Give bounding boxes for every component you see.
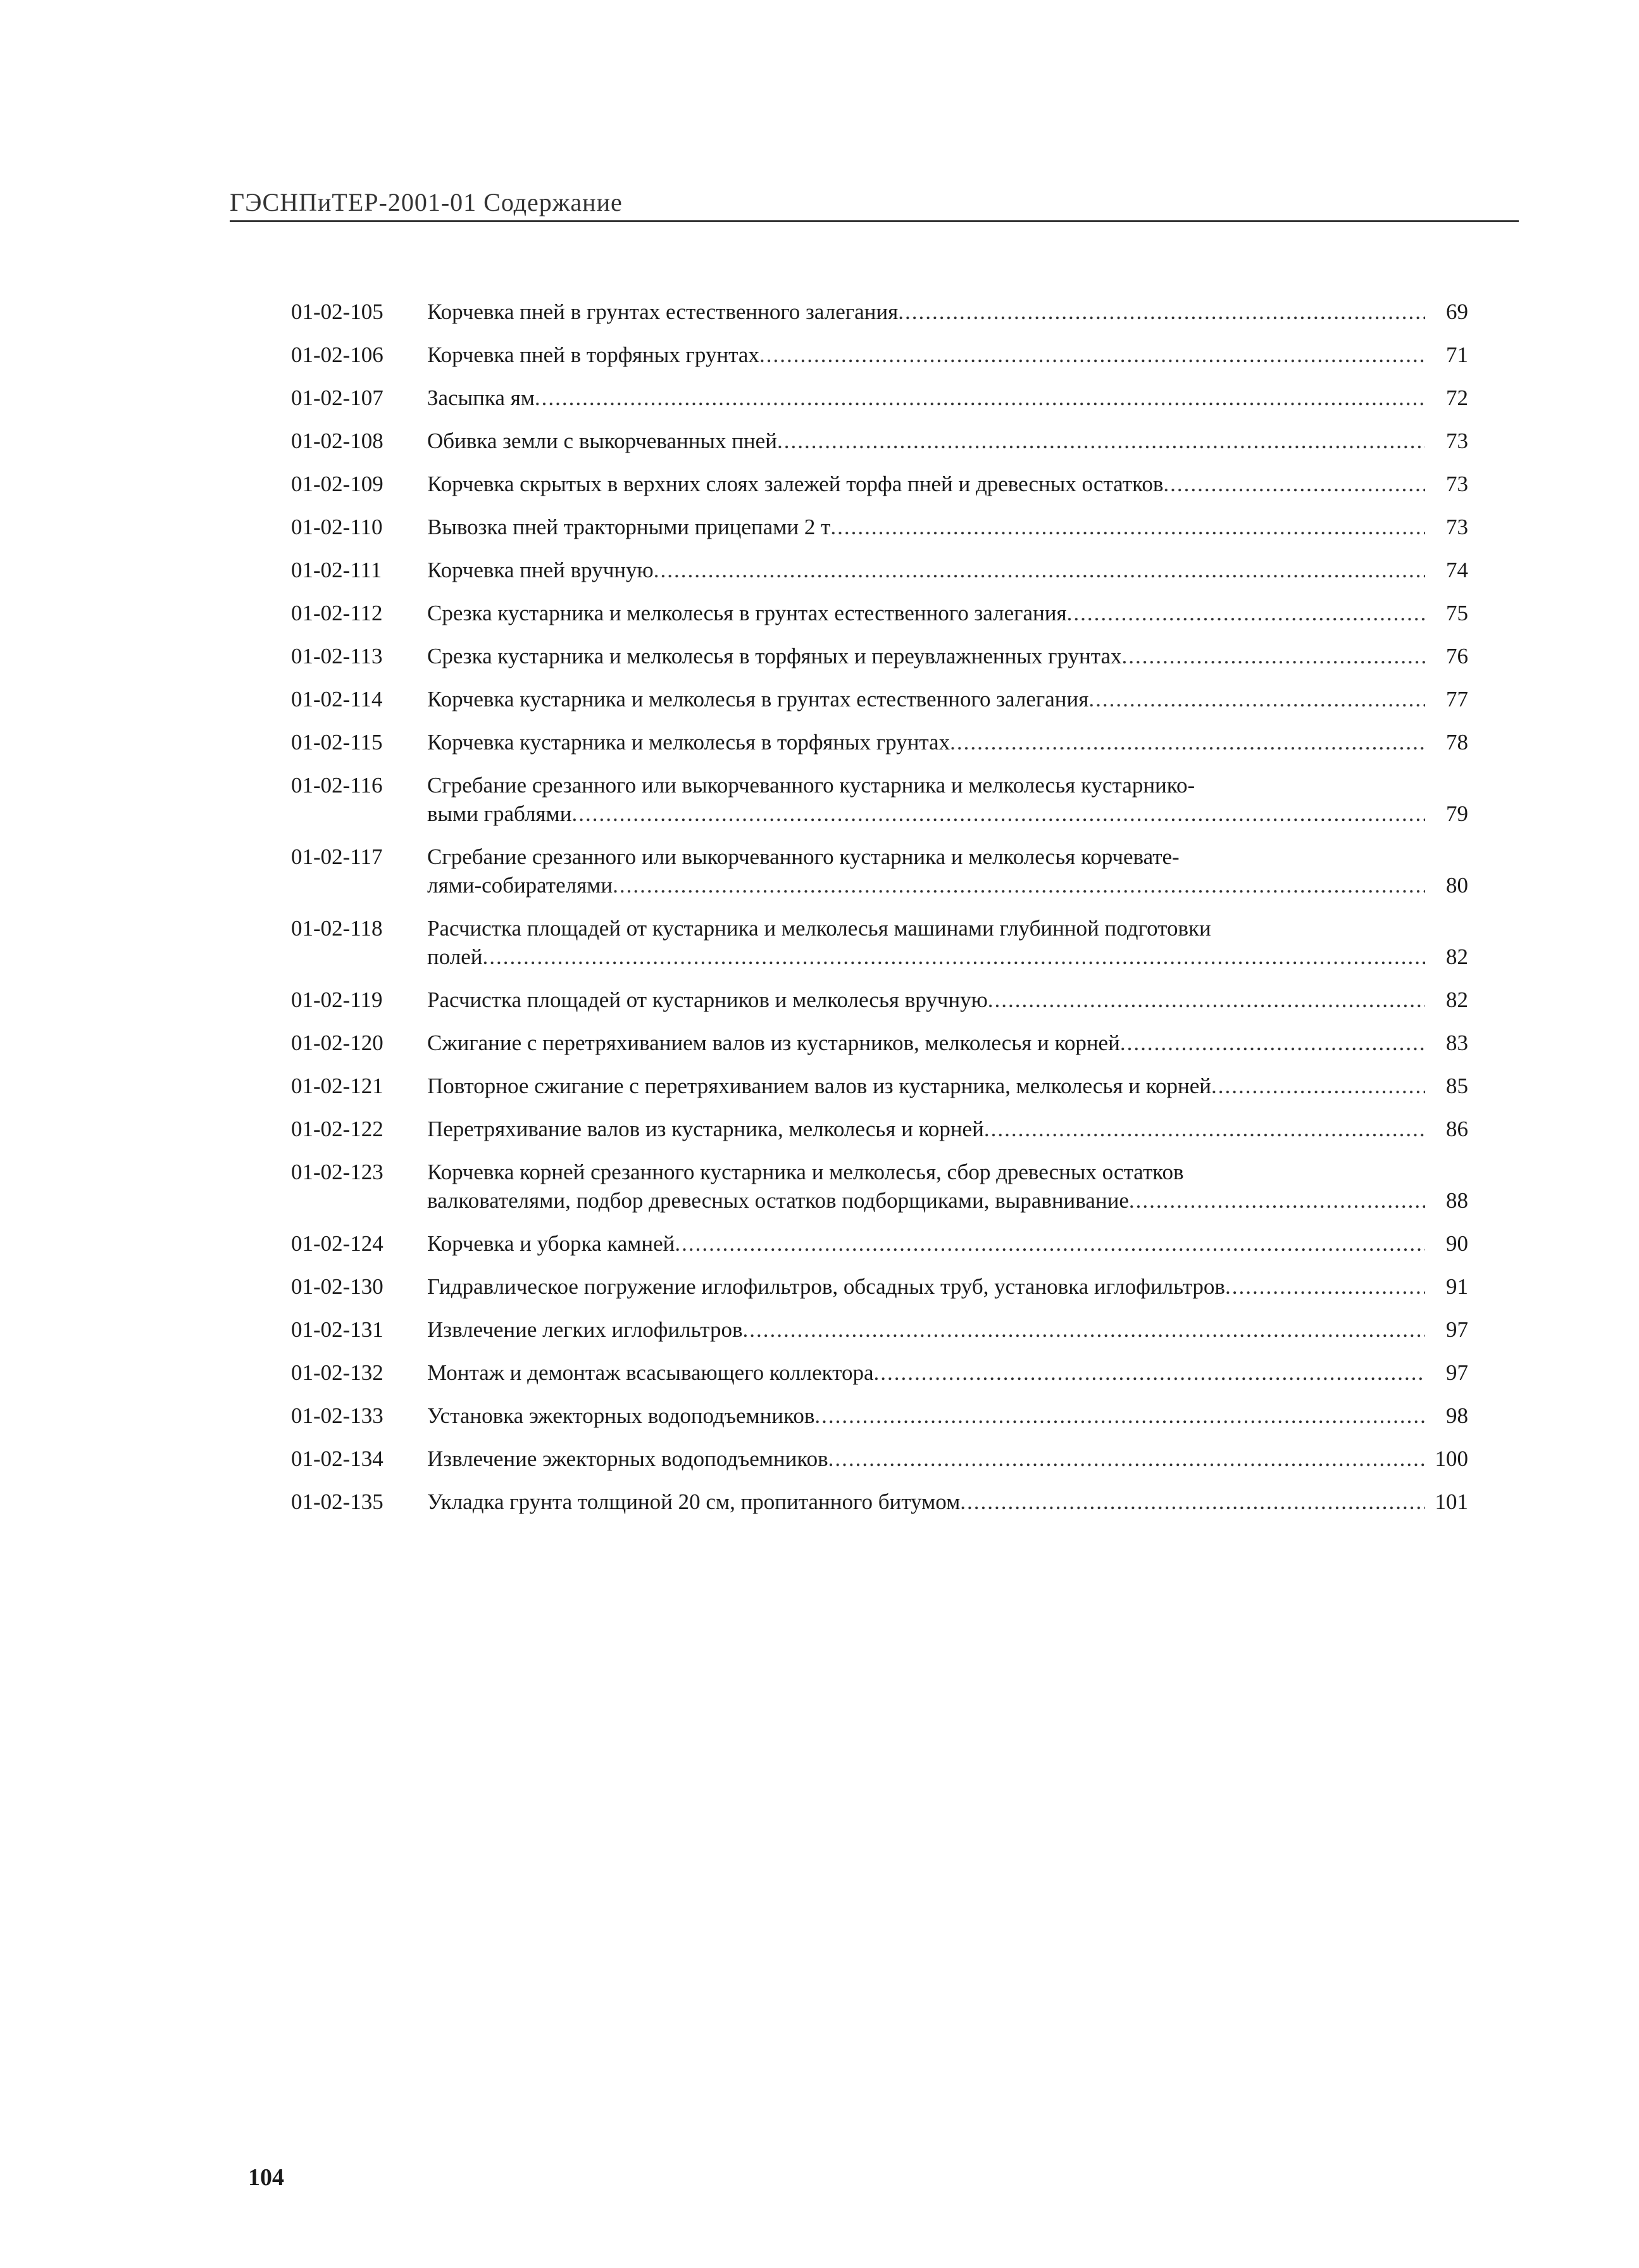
toc-entry-body	[427, 1029, 1468, 1057]
dot-leader	[777, 427, 1425, 455]
toc-entry-body	[427, 427, 1468, 455]
toc-entry-body	[427, 843, 1468, 899]
toc-entry-leader-line	[427, 943, 1468, 971]
toc-entry-leader-line	[427, 1401, 1468, 1430]
toc-entry-leader-line	[427, 1315, 1468, 1344]
dot-leader	[535, 384, 1425, 412]
dot-leader	[613, 871, 1425, 899]
toc-entry	[291, 1444, 1468, 1473]
toc-entry-leader-line	[427, 1272, 1468, 1301]
toc-entry	[291, 341, 1468, 369]
toc-entry-leader-line	[427, 427, 1468, 455]
toc-entry-page: 83	[1446, 1031, 1468, 1055]
toc-entry-page: 88	[1446, 1188, 1468, 1213]
toc-entry-leader-line	[427, 1444, 1468, 1473]
toc-entry-body	[427, 1488, 1468, 1516]
toc-entry-leader-line	[427, 513, 1468, 541]
toc-entry-title: Срезка кустарника и мелколесья в торфяных и переувлажненных грунтах	[427, 644, 1122, 668]
toc-entry-leader-line	[427, 470, 1468, 498]
table-of-contents	[291, 298, 1468, 1531]
toc-entry-title-line: Расчистка площадей от кустарника и мелколесья машинами глубинной подготовки	[427, 916, 1211, 941]
toc-entry-code: 01-02-130	[291, 1274, 383, 1299]
toc-entry-title: Корчевка пней в торфяных грунтах	[427, 342, 759, 367]
dot-leader	[898, 298, 1425, 326]
toc-entry-leader-line	[427, 1029, 1468, 1057]
toc-entry-code: 01-02-105	[291, 299, 383, 324]
toc-entry-code: 01-02-123	[291, 1160, 383, 1184]
toc-entry-leader-line	[427, 685, 1468, 713]
toc-entry-page: 91	[1446, 1274, 1468, 1299]
toc-entry-code: 01-02-113	[291, 644, 383, 668]
toc-entry-code: 01-02-122	[291, 1117, 383, 1141]
toc-entry-title-line: Сгребание срезанного или выкорчеванного кустарника и мелколесья корчевате-	[427, 844, 1180, 869]
toc-entry-leader-line	[427, 556, 1468, 584]
toc-entry-title: Корчевка кустарника и мелколесья в торфяных грунтах	[427, 730, 950, 755]
toc-entry-page: 80	[1446, 873, 1468, 898]
toc-entry	[291, 599, 1468, 627]
toc-entry-body	[427, 556, 1468, 584]
dot-leader	[988, 986, 1425, 1014]
toc-entry-body	[427, 1158, 1468, 1215]
dot-leader	[960, 1488, 1425, 1516]
toc-entry-code: 01-02-116	[291, 773, 383, 798]
toc-entry-body	[427, 298, 1468, 326]
dot-leader	[743, 1315, 1425, 1344]
dot-leader	[950, 728, 1425, 756]
toc-entry-page: 73	[1446, 472, 1468, 496]
toc-entry-title: Монтаж и демонтаж всасывающего коллектора	[427, 1360, 874, 1385]
toc-entry-code: 01-02-109	[291, 472, 383, 496]
toc-entry	[291, 1115, 1468, 1143]
toc-entry-page: 82	[1446, 944, 1468, 969]
toc-entry-body	[427, 728, 1468, 756]
toc-entry-code: 01-02-132	[291, 1360, 383, 1385]
toc-entry	[291, 986, 1468, 1014]
toc-entry-leader-line	[427, 728, 1468, 756]
dot-leader	[483, 943, 1426, 971]
toc-entry-body	[427, 1272, 1468, 1301]
toc-entry	[291, 1315, 1468, 1344]
toc-entry	[291, 513, 1468, 541]
toc-entry-body	[427, 685, 1468, 713]
toc-entry-page: 75	[1446, 601, 1468, 625]
toc-entry-title: Гидравлическое погружение иглофильтров, обсадных труб, установка иглофильтров	[427, 1274, 1225, 1299]
toc-entry-leader-line	[427, 384, 1468, 412]
toc-entry-page: 73	[1446, 515, 1468, 539]
dot-leader	[675, 1229, 1425, 1258]
toc-entry	[291, 914, 1468, 971]
toc-entry-body	[427, 384, 1468, 412]
dot-leader	[828, 1444, 1425, 1473]
dot-leader	[814, 1401, 1425, 1430]
toc-entry-code: 01-02-120	[291, 1031, 383, 1055]
toc-entry	[291, 1029, 1468, 1057]
toc-entry-page: 79	[1446, 801, 1468, 826]
header-rule	[230, 220, 1519, 222]
toc-entry-leader-line	[427, 799, 1468, 828]
toc-entry	[291, 642, 1468, 670]
toc-entry-leader-line	[427, 871, 1468, 899]
toc-entry	[291, 384, 1468, 412]
toc-entry-code: 01-02-118	[291, 916, 383, 941]
toc-entry-code: 01-02-114	[291, 687, 383, 711]
toc-entry-code: 01-02-115	[291, 730, 383, 755]
toc-entry-page: 69	[1446, 299, 1468, 324]
toc-entry-title: Извлечение эжекторных водоподъемников	[427, 1446, 828, 1471]
toc-entry	[291, 1272, 1468, 1301]
toc-entry-code: 01-02-134	[291, 1446, 383, 1471]
toc-entry-body	[427, 1444, 1468, 1473]
toc-entry-title: Расчистка площадей от кустарников и мелколесья вручную	[427, 987, 988, 1012]
toc-entry-body	[427, 986, 1468, 1014]
toc-entry-leader-line	[427, 1229, 1468, 1258]
toc-entry-code: 01-02-133	[291, 1403, 383, 1428]
toc-entry-code: 01-02-124	[291, 1231, 383, 1256]
toc-entry-title-line: Сгребание срезанного или выкорчеванного кустарника и мелколесья кустарнико-	[427, 773, 1195, 798]
dot-leader	[759, 341, 1425, 369]
toc-entry-body	[427, 1401, 1468, 1430]
toc-entry	[291, 1158, 1468, 1215]
dot-leader	[1088, 685, 1425, 713]
toc-entry-leader-line	[427, 298, 1468, 326]
toc-entry	[291, 427, 1468, 455]
toc-entry-body	[427, 1229, 1468, 1258]
dot-leader	[1211, 1072, 1425, 1100]
dot-leader	[1120, 1029, 1425, 1057]
dot-leader	[1225, 1272, 1425, 1301]
toc-entry-leader-line	[427, 1072, 1468, 1100]
toc-entry	[291, 298, 1468, 326]
toc-entry-page: 97	[1446, 1317, 1468, 1342]
toc-entry-title: выми граблями	[427, 801, 572, 826]
dot-leader	[1121, 642, 1425, 670]
dot-leader	[830, 513, 1425, 541]
toc-entry	[291, 1229, 1468, 1258]
toc-entry-page: 100	[1435, 1446, 1468, 1471]
toc-entry-code: 01-02-117	[291, 844, 383, 869]
toc-entry	[291, 1072, 1468, 1100]
toc-entry-body	[427, 470, 1468, 498]
toc-entry-body	[427, 1315, 1468, 1344]
toc-entry	[291, 728, 1468, 756]
toc-entry-code: 01-02-121	[291, 1074, 383, 1098]
toc-entry-title: лями-собирателями	[427, 873, 613, 898]
toc-entry-leader-line	[427, 1115, 1468, 1143]
toc-entry-title: валкователями, подбор древесных остатков подборщиками, выравнивание	[427, 1188, 1129, 1213]
dot-leader	[654, 556, 1425, 584]
toc-entry-title: Срезка кустарника и мелколесья в грунтах естественного залегания	[427, 601, 1067, 625]
toc-entry-title: Обивка земли с выкорчеванных пней	[427, 429, 777, 453]
toc-entry-title-line: Корчевка корней срезанного кустарника и мелколесья, сбор древесных остатков	[427, 1160, 1184, 1184]
toc-entry-title: Установка эжекторных водоподъемников	[427, 1403, 815, 1428]
toc-entry-page: 86	[1446, 1117, 1468, 1141]
toc-entry-body	[427, 1358, 1468, 1387]
toc-entry	[291, 1401, 1468, 1430]
toc-entry-page: 72	[1446, 385, 1468, 410]
toc-entry-body	[427, 599, 1468, 627]
toc-entry-code: 01-02-106	[291, 342, 383, 367]
toc-entry-leader-line	[427, 986, 1468, 1014]
toc-entry	[291, 470, 1468, 498]
dot-leader	[571, 799, 1425, 828]
toc-entry-body	[427, 1072, 1468, 1100]
toc-entry-title: Засыпка ям	[427, 385, 535, 410]
toc-entry-code: 01-02-119	[291, 987, 383, 1012]
toc-entry-title: Укладка грунта толщиной 20 см, пропитанного битумом	[427, 1489, 961, 1514]
toc-entry-page: 85	[1446, 1074, 1468, 1098]
toc-entry-leader-line	[427, 1488, 1468, 1516]
toc-entry-page: 71	[1446, 342, 1468, 367]
toc-entry-page: 101	[1435, 1489, 1468, 1514]
toc-entry-title: Извлечение легких иглофильтров	[427, 1317, 743, 1342]
toc-entry	[291, 1488, 1468, 1516]
toc-entry-body	[427, 513, 1468, 541]
toc-entry-body	[427, 914, 1468, 971]
toc-entry-code: 01-02-110	[291, 515, 383, 539]
dot-leader	[874, 1358, 1425, 1387]
toc-entry	[291, 556, 1468, 584]
toc-entry-page: 73	[1446, 429, 1468, 453]
toc-entry-page: 98	[1446, 1403, 1468, 1428]
toc-entry-body	[427, 1115, 1468, 1143]
dot-leader	[1067, 599, 1425, 627]
toc-entry-code: 01-02-112	[291, 601, 383, 625]
toc-entry-code: 01-02-111	[291, 558, 382, 582]
toc-entry-leader-line	[427, 599, 1468, 627]
running-header: ГЭСНПиТЕР-2001-01 Содержание	[230, 188, 623, 216]
toc-entry-page: 76	[1446, 644, 1468, 668]
toc-entry-leader-line	[427, 1358, 1468, 1387]
toc-entry-page: 74	[1446, 558, 1468, 582]
toc-entry-code: 01-02-135	[291, 1489, 383, 1514]
dot-leader	[1129, 1186, 1425, 1215]
toc-entry	[291, 685, 1468, 713]
toc-entry-title: Повторное сжигание с перетряхиванием валов из кустарника, мелколесья и корней	[427, 1074, 1211, 1098]
toc-entry-code: 01-02-131	[291, 1317, 383, 1342]
toc-entry-page: 82	[1446, 987, 1468, 1012]
toc-entry-title: Корчевка и уборка камней	[427, 1231, 675, 1256]
toc-entry-body	[427, 341, 1468, 369]
toc-entry-title: Корчевка пней в грунтах естественного залегания	[427, 299, 899, 324]
toc-entry	[291, 1358, 1468, 1387]
toc-entry-leader-line	[427, 341, 1468, 369]
toc-entry-title: Сжигание с перетряхиванием валов из кустарников, мелколесья и корней	[427, 1031, 1120, 1055]
toc-entry-title: Вывозка пней тракторными прицепами 2 т	[427, 515, 831, 539]
toc-entry-leader-line	[427, 642, 1468, 670]
page-number: 104	[248, 2164, 284, 2191]
toc-entry-title: Перетряхивание валов из кустарника, мелколесья и корней	[427, 1117, 984, 1141]
toc-entry	[291, 843, 1468, 899]
toc-entry-code: 01-02-108	[291, 429, 383, 453]
dot-leader	[984, 1115, 1425, 1143]
toc-entry-page: 90	[1446, 1231, 1468, 1256]
toc-entry-page: 78	[1446, 730, 1468, 755]
toc-entry-page: 97	[1446, 1360, 1468, 1385]
toc-entry-title: Корчевка пней вручную	[427, 558, 654, 582]
toc-entry-title: полей	[427, 944, 483, 969]
toc-entry	[291, 771, 1468, 828]
toc-entry-leader-line	[427, 1186, 1468, 1215]
toc-entry-title: Корчевка скрытых в верхних слоях залежей торфа пней и древесных остатков	[427, 472, 1164, 496]
toc-entry-code: 01-02-107	[291, 385, 383, 410]
toc-entry-body	[427, 642, 1468, 670]
toc-entry-page: 77	[1446, 687, 1468, 711]
toc-entry-body	[427, 771, 1468, 828]
dot-leader	[1163, 470, 1425, 498]
toc-entry-title: Корчевка кустарника и мелколесья в грунтах естественного залегания	[427, 687, 1089, 711]
